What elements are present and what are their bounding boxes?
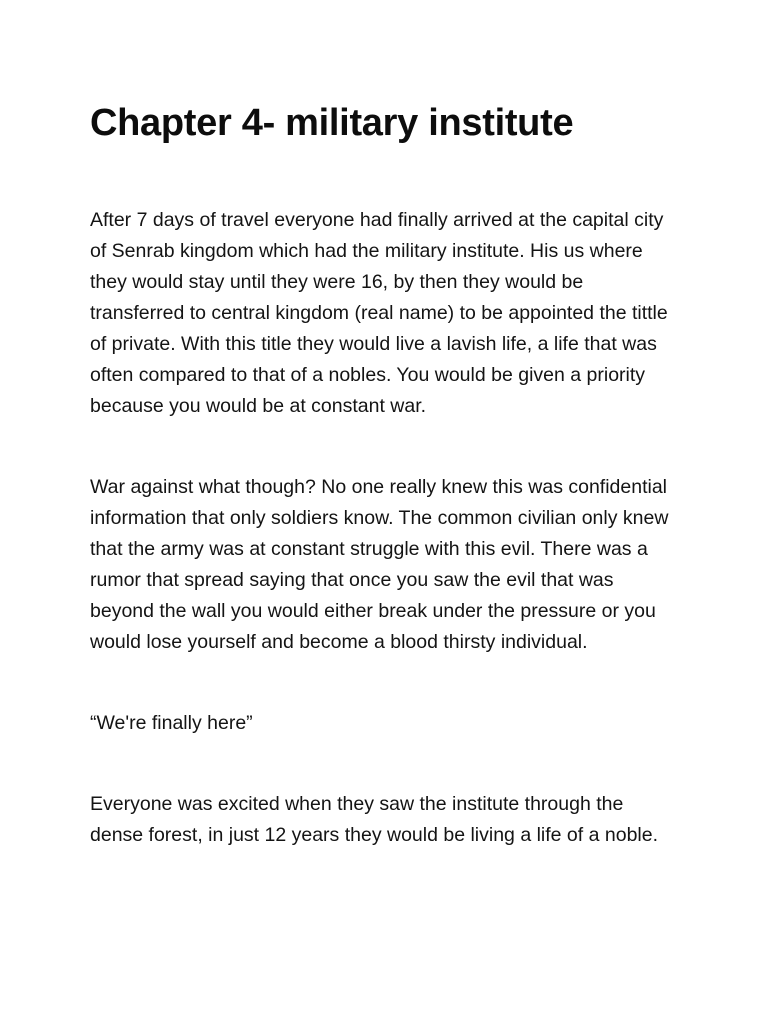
chapter-title: Chapter 4- military institute bbox=[90, 102, 574, 144]
paragraph-war: War against what though? No one really knew this was confidential information that only soldiers know. The common civilian only knew that the army was at constant struggle with this evil. There was a rumor that spread saying that once you saw the evil that was beyond the wall you would either break under the pressure or you would lose yourself and become a blood thirsty individual. bbox=[90, 476, 669, 653]
paragraph-forest: Everyone was excited when they saw the institute through the dense forest, in just 12 years they would be living a life of a noble. bbox=[90, 793, 659, 846]
document-body bbox=[90, 100, 680, 851]
paragraph-arrival: After 7 days of travel everyone had finally arrived at the capital city of Senrab kingdom which had the military institute. His us where they would stay until they were 16, by then they would be transferred to central kingdom (real name) to be appointed the tittle of private. With this title they would live a lavish life, a life that was often compared to that of a nobles. You would be given a priority because you would be at constant war. bbox=[90, 209, 668, 417]
paragraph-dialogue: “We're finally here” bbox=[90, 712, 253, 734]
